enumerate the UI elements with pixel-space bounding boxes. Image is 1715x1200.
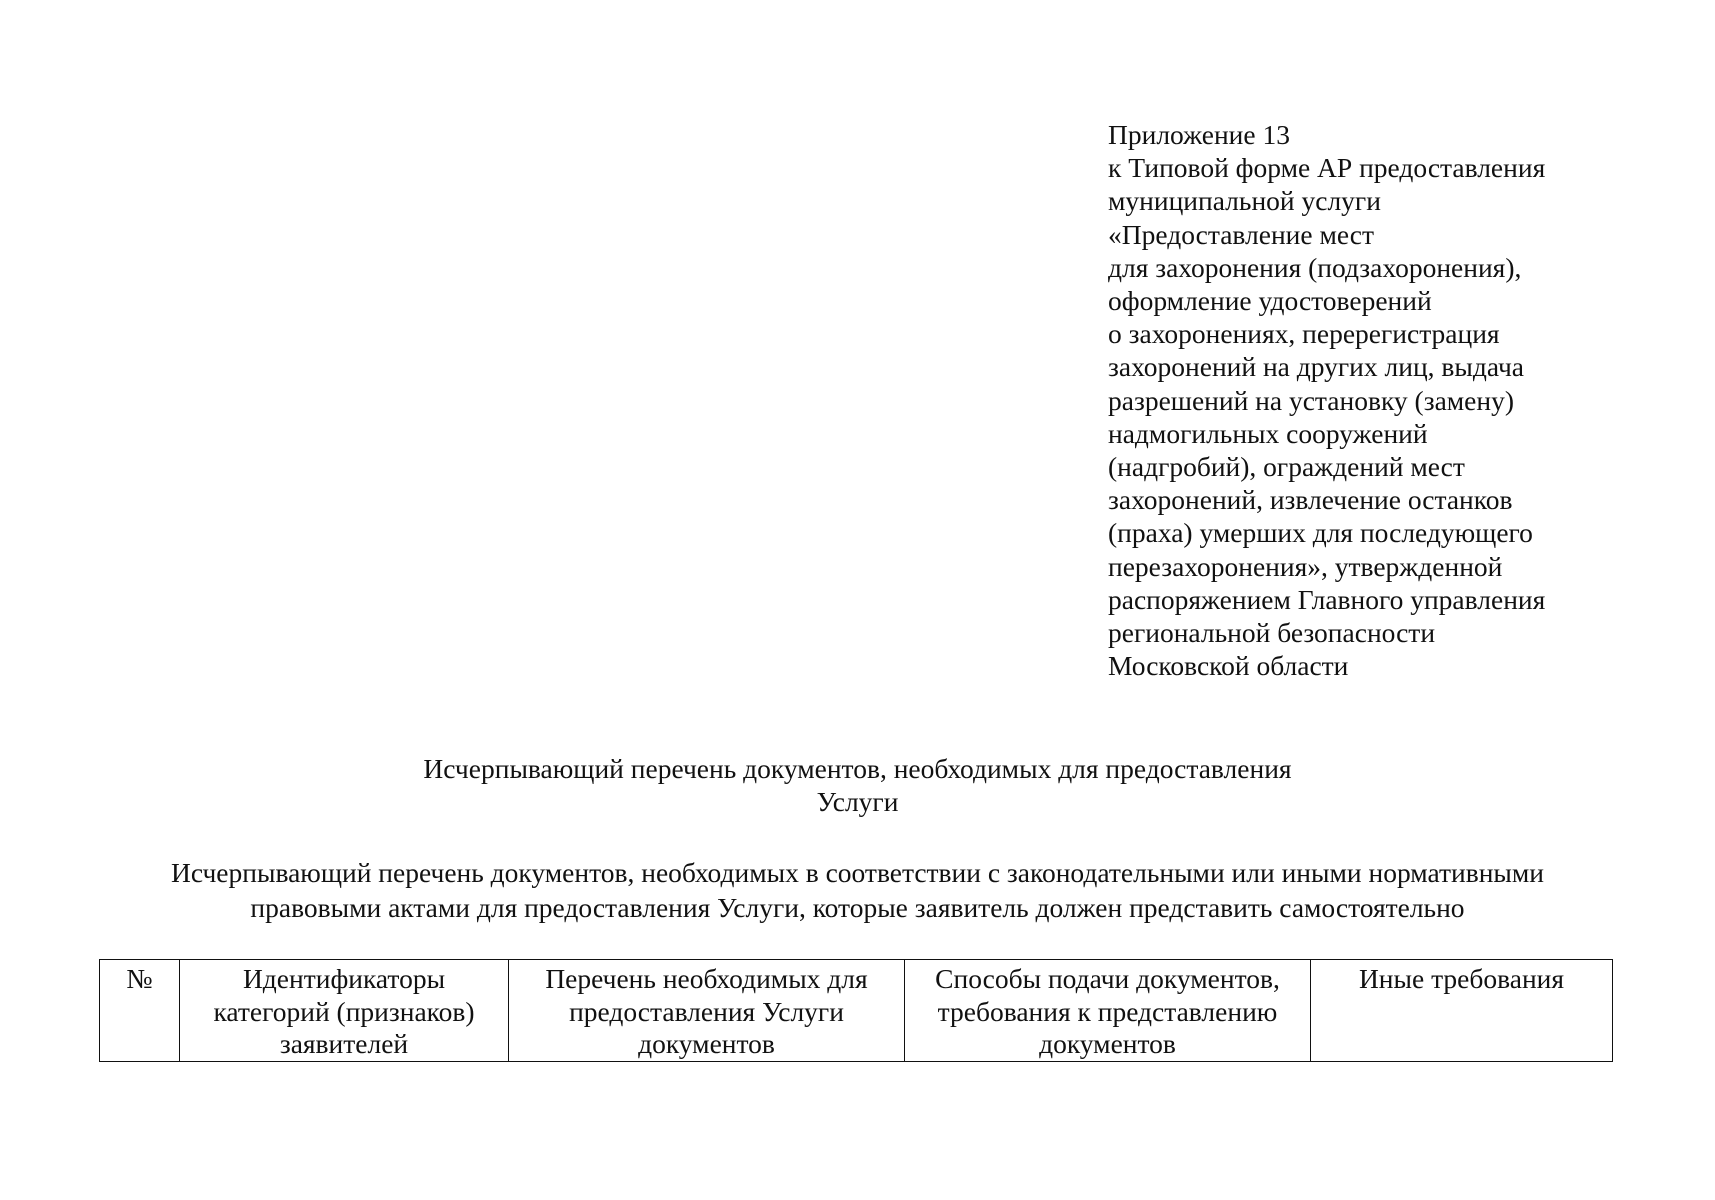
appendix-line: распоряжением Главного управления: [1108, 583, 1546, 615]
appendix-line: Московской области: [1108, 650, 1349, 682]
section-heading-line: правовыми актами для предоставления Услуги, которые заявитель должен представить самостоятельно: [250, 892, 1465, 923]
table-header-row: [100, 960, 1613, 1062]
documents-table: [99, 959, 1613, 1062]
appendix-line: (надгробий), ограждений мест: [1108, 451, 1465, 483]
column-header-other-requirements: Иные требования: [1311, 960, 1613, 1062]
appendix-line: перезахоронения», утвержденной: [1108, 550, 1503, 582]
appendix-line: захоронений, извлечение останков: [1108, 484, 1513, 516]
appendix-line: к Типовой форме АР предоставления: [1108, 152, 1546, 184]
column-header-submission-methods: Способы подачи документов, требования к представлению документов: [905, 960, 1311, 1062]
column-header-number: №: [100, 960, 180, 1062]
document-title-line: Исчерпывающий перечень документов, необходимых для предоставления: [423, 753, 1292, 784]
document-title: [0, 752, 1715, 818]
document-title-line: Услуги: [816, 786, 899, 817]
section-heading: [0, 855, 1715, 925]
appendix-line: для захоронения (подзахоронения),: [1108, 251, 1522, 283]
appendix-line: о захоронениях, перерегистрация: [1108, 318, 1500, 350]
appendix-header: [1108, 118, 1628, 682]
appendix-line: (праха) умерших для последующего: [1108, 517, 1533, 549]
column-header-required-documents: Перечень необходимых для предоставления Услуги документов: [509, 960, 905, 1062]
appendix-line: оформление удостоверений: [1108, 285, 1432, 317]
appendix-line: надмогильных сооружений: [1108, 417, 1428, 449]
column-header-applicant-categories: Идентификаторы категорий (признаков) заявителей: [180, 960, 509, 1062]
appendix-line: Приложение 13: [1108, 119, 1290, 150]
appendix-line: захоронений на других лиц, выдача: [1108, 351, 1525, 383]
appendix-line: муниципальной услуги: [1108, 185, 1381, 217]
appendix-line: региональной безопасности: [1108, 617, 1436, 649]
appendix-line: разрешений на установку (замену): [1108, 384, 1515, 416]
section-heading-line: Исчерпывающий перечень документов, необходимых в соответствии с законодательными или иными нормативными: [170, 857, 1545, 888]
appendix-line: «Предоставление мест: [1108, 218, 1374, 250]
